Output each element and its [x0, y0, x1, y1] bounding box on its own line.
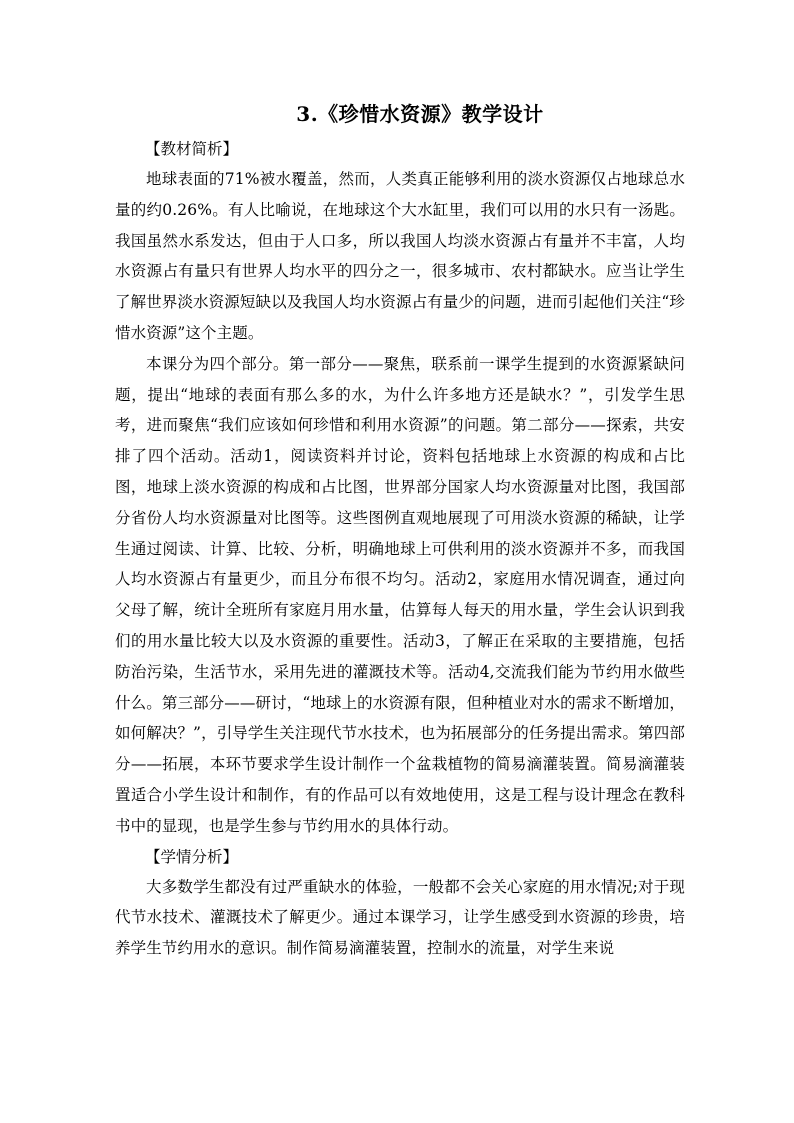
paragraph: 地球表面的71%被水覆盖，然而，人类真正能够利用的淡水资源仅占地球总水量的约0.26%。有人比喻说，在地球这个大水缸里，我们可以用的水只有一汤匙。我国虽然水系发达，但由于人口多，所以我国人均淡水资源占有量并不丰富，人均水资源占有量只有世界人均水平的四分之一，很多城市、农村都缺水。应当让学生了解世界淡水资源短缺以及我国人均水资源占有量少的问题，进而引起他们关注“珍惜水资源”这个主题。	[115, 170, 685, 342]
section-heading: 【学情分析】	[145, 847, 239, 866]
section-textbook-analysis	[115, 134, 685, 842]
paragraph: 本课分为四个部分。第一部分——聚焦，联系前一课学生提到的水资源紧缺问题，提出“地球的表面有那么多的水，为什么许多地方还是缺水？”，引发学生思考，进而聚焦“我们应该如何珍惜和利用水资源”的问题。第二部分——探索，共安排了四个活动。活动1，阅读资料并讨论，资料包括地球上水资源的构成和占比图，地球上淡水资源的构成和占比图，世界部分国家人均水资源量对比图，我国部分省份人均水资源量对比图等。这些图例直观地展现了可用淡水资源的稀缺，让学生通过阅读、计算、比较、分析，明确地球上可供利用的淡水资源并不多，而我国人均水资源占有量更少，而且分布很不均匀。活动2，家庭用水情况调查，通过向父母了解，统计全班所有家庭月用水量，估算每人每天的用水量，学生会认识到我们的用水量比较大以及水资源的重要性。活动3，了解正在采取的主要措施，包括防治污染，生活节水，采用先进的灌溉技术等。活动4,交流我们能为节约用水做些什么。第三部分——研讨，“地球上的水资源有限，但种植业对水的需求不断增加，如何解决？”，引导学生关注现代节水技术，也为拓展部分的任务提出需求。第四部分——拓展，本环节要求学生设计制作一个盆栽植物的简易滴灌装置。简易滴灌装置适合小学生设计和制作，有的作品可以有效地使用，这是工程与设计理念在教科书中的显现，也是学生参与节约用水的具体行动。	[115, 354, 685, 835]
paragraph: 大多数学生都没有过严重缺水的体验，一般都不会关心家庭的用水情况;对于现代节水技术、灌溉技术了解更少。通过本课学习，让学生感受到水资源的珍贵，培养学生节约用水的意识。制作简易滴灌装置，控制水的流量，对学生来说	[115, 877, 685, 958]
document-page	[115, 100, 685, 964]
section-student-analysis	[115, 842, 685, 964]
document-title: 3.《珍惜水资源》教学设计	[296, 102, 544, 126]
section-heading: 【教材简析】	[145, 140, 239, 158]
